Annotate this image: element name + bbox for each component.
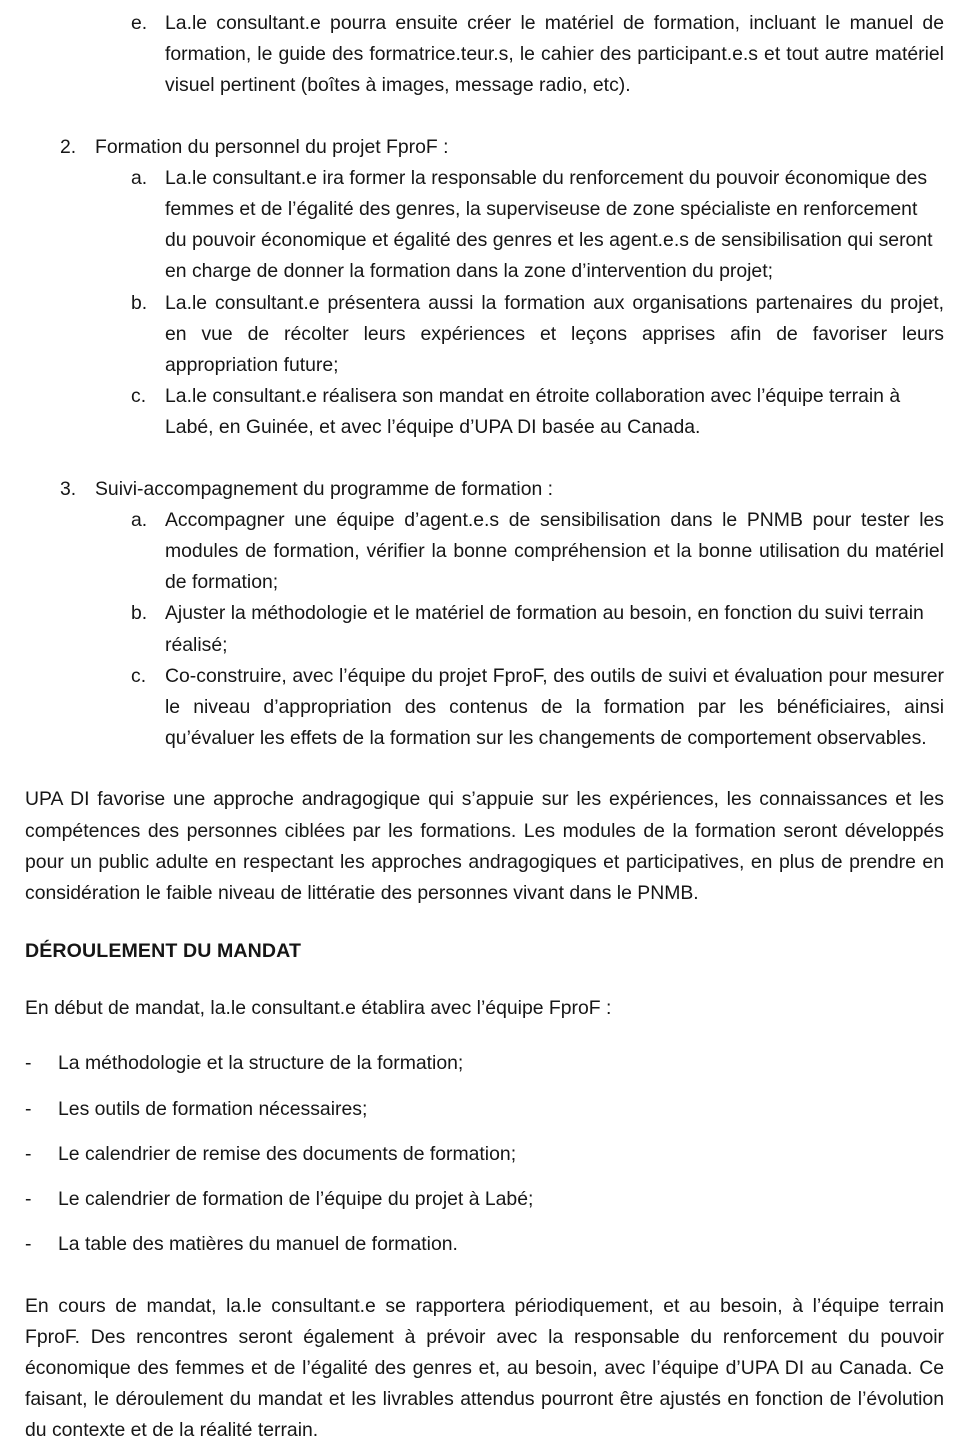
list-text-3b: Ajuster la méthodologie et le matériel de formation au besoin, en fonction du suivi terrain réalisé; <box>165 602 924 656</box>
dash-marker: - <box>25 1097 32 1120</box>
list-text-2a: La.le consultant.e ira former la responsable du renforcement du pouvoir économique des femmes et de l’égalité des genres, la superviseuse de zone spécialiste en renforcement du pouvoir économique et égalité des genres et les agent.e.s de sensibilisation qui seront en charge de donner la formation dans la zone d’intervention du projet; <box>165 166 933 283</box>
list-marker-3: 3. <box>60 477 77 500</box>
list-item-2b <box>131 288 944 382</box>
spacer <box>0 1215 960 1229</box>
spacer <box>0 444 960 474</box>
list-text-3: Suivi-accompagnement du programme de formation : <box>95 477 554 500</box>
paragraph-cours-mandat: En cours de mandat, la.le consultant.e se rapportera périodiquement, et au besoin, à l’équipe terrain FproF. Des rencontres seront également à prévoir avec la responsable du renforcement du pouvoir économique des femmes et de l’égalité des genres et, au besoin, avec l’équipe d’UPA DI au Canada. Ce faisant, le déroulement du mandat et les livrables attendus pourront être ajustés en fonction de l’évolution du contexte et de la réalité terrain. <box>25 1294 944 1442</box>
dash-list-item <box>25 1094 944 1125</box>
list-text-3c: Co-construire, avec l’équipe du projet FproF, des outils de suivi et évaluation pour mesurer le niveau d’appropriation des contenus de la formation par les bénéficiaires, ainsi qu’évaluer les effets de la formation sur les changements de comportement observables. <box>165 664 944 750</box>
paragraph-andragogique: UPA DI favorise une approche andragogique qui s’appuie sur les expériences, les connaissances et les compétences des personnes ciblées par les formations. Les modules de la formation seront développés pour un public adulte en respectant les approches andragogiques et participatives, en plus de prendre en considération le faible niveau de littératie des personnes vivant dans le PNMB. <box>25 788 944 905</box>
dash-list-item <box>25 1229 944 1260</box>
paragraph-debut-mandat: En début de mandat, la.le consultant.e établira avec l’équipe FproF : <box>25 997 612 1020</box>
list-text-2: Formation du personnel du projet FproF : <box>95 135 449 158</box>
dash-list-text: Le calendrier de formation de l’équipe du projet à Labé; <box>58 1188 534 1211</box>
dash-list-text: Les outils de formation nécessaires; <box>58 1097 368 1120</box>
list-item-3a <box>131 505 944 599</box>
spacer <box>0 1170 960 1184</box>
list-text-3a: Accompagner une équipe d’agent.e.s de sensibilisation dans le PNMB pour tester les modules de formation, vérifier la bonne compréhension et la bonne utilisation du matériel de formation; <box>165 508 944 594</box>
heading-deroulement-du-mandat: DÉROULEMENT DU MANDAT <box>25 940 302 963</box>
list-item-2a <box>131 163 944 288</box>
list-marker-3a: a. <box>131 508 148 531</box>
list-marker-2b: b. <box>131 291 148 314</box>
dash-marker: - <box>25 1188 32 1211</box>
dash-marker: - <box>25 1233 32 1256</box>
list-item-2 <box>60 132 944 163</box>
dash-marker: - <box>25 1142 32 1165</box>
top-spacer <box>0 0 960 8</box>
list-item-3 <box>60 474 944 505</box>
list-text-1e: La.le consultant.e pourra ensuite créer le matériel de formation, incluant le manuel de formation, le guide des formatrice.teur.s, le cahier des participant.e.s et tout autre matériel visuel pertinent (boîtes à images, message radio, etc). <box>165 12 944 97</box>
list-marker-2c: c. <box>131 385 147 408</box>
list-marker-2: 2. <box>60 135 77 158</box>
spacer <box>0 1261 960 1291</box>
list-item-2c <box>131 381 944 443</box>
list-marker-2a: a. <box>131 166 148 189</box>
dash-marker: - <box>25 1052 32 1075</box>
spacer <box>0 754 960 784</box>
spacer <box>0 102 960 132</box>
list-item-3b <box>131 598 944 660</box>
list-text-2b: La.le consultant.e présentera aussi la formation aux organisations partenaires du projet, en vue de récolter leurs expériences et leçons apprises afin de favoriser leurs appropriation future; <box>165 291 944 377</box>
spacer <box>0 965 960 993</box>
dash-list-item <box>25 1048 944 1079</box>
dash-list-item <box>25 1184 944 1215</box>
list-marker-1e: e. <box>131 12 148 34</box>
list-marker-3c: c. <box>131 664 147 687</box>
list-item-1e <box>131 8 944 102</box>
list-text-2c: La.le consultant.e réalisera son mandat en étroite collaboration avec l’équipe terrain à Labé, en Guinée, et avec l’équipe d’UPA DI basée au Canada. <box>165 385 901 439</box>
spacer <box>0 909 960 937</box>
spacer <box>0 1024 960 1048</box>
spacer <box>0 1080 960 1094</box>
list-item-3c <box>131 661 944 755</box>
list-marker-3b: b. <box>131 602 148 625</box>
spacer <box>0 1125 960 1139</box>
dash-list-text: La méthodologie et la structure de la formation; <box>58 1052 464 1075</box>
dash-list-item <box>25 1139 944 1170</box>
dash-list-text: Le calendrier de remise des documents de formation; <box>58 1142 517 1165</box>
dash-list-text: La table des matières du manuel de formation. <box>58 1233 458 1256</box>
